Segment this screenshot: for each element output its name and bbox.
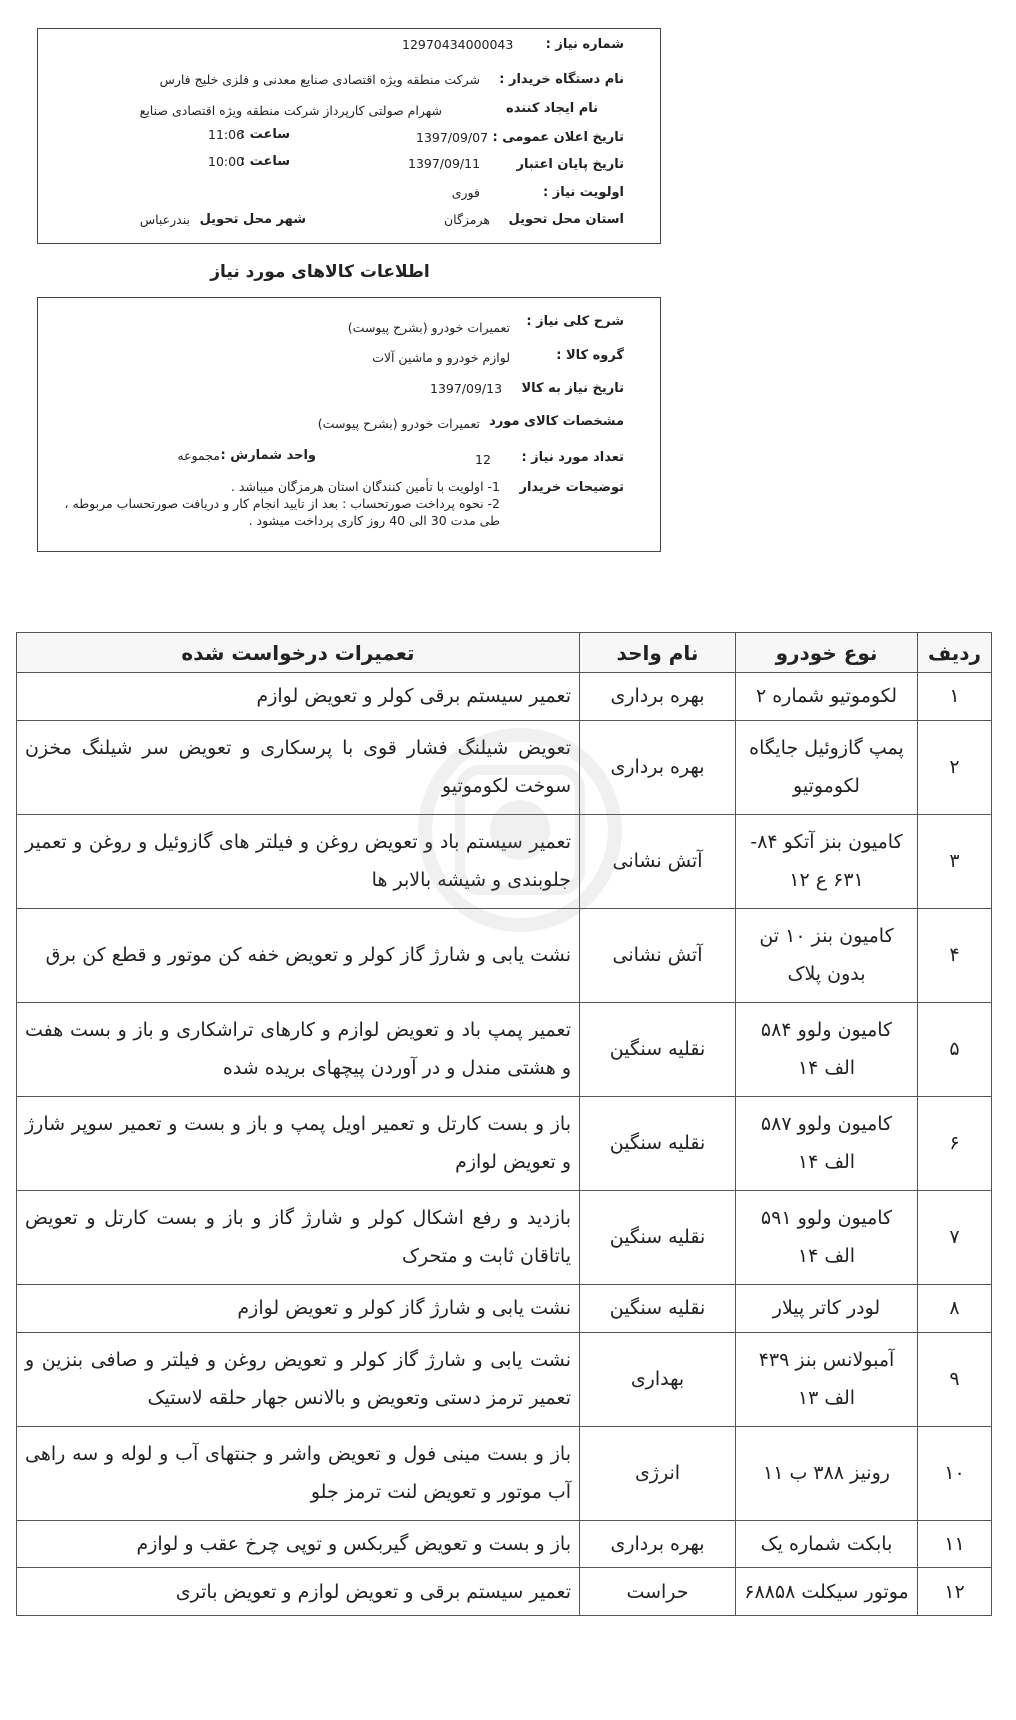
row-index: ۱۰ (918, 1426, 992, 1520)
row-unit-name: نقلیه سنگین (580, 1096, 736, 1190)
row-vehicle-type: لکوموتیو شماره ۲ (736, 673, 918, 721)
table-row (17, 1190, 992, 1284)
goods-info-box (37, 297, 661, 552)
general-desc-label: شرح کلی نیاز : (526, 314, 624, 329)
province-value: هرمزگان (443, 212, 490, 227)
goods-group-label: گروه کالا : (556, 348, 624, 363)
need-date-value: 1397/09/13 (430, 381, 503, 396)
announce-date-value: 1397/09/07 (416, 130, 489, 145)
expiry-date-value: 1397/09/11 (408, 156, 481, 171)
expiry-time-label: ساعت : (239, 154, 290, 169)
count-unit-value: مجموعه (177, 448, 220, 463)
table-row (17, 1426, 992, 1520)
expiry-date-label: تاریخ پایان اعتبار (516, 157, 624, 172)
buyer-note-line: طی مدت 30 الی 40 روز کاری پرداخت میشود . (248, 513, 500, 528)
buyer-note-line: 2- نحوه پرداخت صورتحساب : بعد از تایید انجام کار و دریافت صورتحساب مربوطه ، (64, 496, 500, 511)
row-unit-name: بهره برداری (580, 1520, 736, 1568)
section-title: اطلاعات کالاهای مورد نیاز (210, 262, 430, 282)
specs-label: مشخصات کالای مورد (489, 414, 624, 429)
row-vehicle-type: پمپ گازوئیل جایگاه لکوموتیو (736, 720, 918, 814)
table-row (17, 673, 992, 721)
row-vehicle-type: کامیون ولوو ۵۹۱ الف ۱۴ (736, 1190, 918, 1284)
row-index: ۸ (918, 1284, 992, 1332)
need-date-label: تاریخ نیاز به کالا (521, 381, 624, 396)
row-unit-name: بهره برداری (580, 720, 736, 814)
table-row (17, 720, 992, 814)
table-body (17, 673, 992, 1616)
priority-label: اولویت نیاز : (542, 185, 624, 200)
city-value: بندرعباس (139, 212, 190, 227)
specs-value: تعمیرات خودرو (بشرح پیوست) (317, 416, 480, 431)
table-row (17, 1096, 992, 1190)
row-vehicle-type: آمبولانس بنز ۴۳۹ الف ۱۳ (736, 1332, 918, 1426)
row-vehicle-type: بابکت شماره یک (736, 1520, 918, 1568)
table-row (17, 814, 992, 908)
header-unit-name: نام واحد (580, 633, 736, 673)
buyer-org-value: شرکت منطقه ویژه اقتصادی صنایع معدنی و فلزی خلیج فارس (159, 72, 480, 87)
row-unit-name: حراست (580, 1568, 736, 1616)
row-index: ۱۲ (918, 1568, 992, 1616)
header-vehicle-type: نوع خودرو (736, 633, 918, 673)
row-vehicle-type: موتور سیکلت ۶۸۸۵۸ (736, 1568, 918, 1616)
row-requested-repairs: نشت یابی و شارژ گاز کولر و تعویض روغن و فیلتر و صافی بنزین و تعمیر ترمز دستی وتعویض و بالانس جهار حلقه لاستیک (17, 1332, 580, 1426)
row-unit-name: بهره برداری (580, 673, 736, 721)
table-row (17, 1520, 992, 1568)
need-number-label: شماره نیاز : (545, 37, 624, 52)
row-requested-repairs: باز و بست مینی فول و تعویض واشر و جنتهای آب و لوله و سه راهی آب موتور و تعویض لنت ترمز جلو (17, 1426, 580, 1520)
row-requested-repairs: تعمیر سیستم باد و تعویض روغن و فیلتر های گازوئیل و روغن و تعمیر جلوبندی و شیشه بالابر ها (17, 814, 580, 908)
need-number-value: 12970434000043 (402, 37, 514, 52)
creator-label: نام ایجاد کننده (506, 101, 598, 116)
row-vehicle-type: کامیون ولوو ۵۸۷ الف ۱۴ (736, 1096, 918, 1190)
row-requested-repairs: تعمیر پمپ باد و تعویض لوازم و کارهای تراشکاری و باز و بست هفت و هشتی مندل و در آوردن پیچهای بریده شده (17, 1002, 580, 1096)
buyer-notes-label: توضیحات خریدار (519, 480, 624, 495)
row-unit-name: نقلیه سنگین (580, 1190, 736, 1284)
quantity-label: تعداد مورد نیاز : (521, 450, 624, 465)
province-label: استان محل تحویل (508, 212, 624, 227)
row-requested-repairs: تعمیر سیستم برقی کولر و تعویض لوازم (17, 673, 580, 721)
row-index: ۱۱ (918, 1520, 992, 1568)
general-desc-value: تعمیرات خودرو (بشرح پیوست) (347, 320, 510, 335)
row-requested-repairs: نشت یابی و شارژ گاز کولر و تعویض لوازم (17, 1284, 580, 1332)
table-header-row (17, 633, 992, 673)
row-requested-repairs: بازدید و رفع اشکال کولر و شارژ گاز و باز و بست کارتل و تعویض یاتاقان ثابت و متحرک (17, 1190, 580, 1284)
table-row (17, 1284, 992, 1332)
expiry-time-value: 10:00 (208, 154, 245, 169)
row-vehicle-type: لودر کاتر پیلار (736, 1284, 918, 1332)
row-index: ۱ (918, 673, 992, 721)
row-index: ۲ (918, 720, 992, 814)
header-requested-repairs: تعمیرات درخواست شده (17, 633, 580, 673)
quantity-value: 12 (475, 452, 491, 467)
row-vehicle-type: کامیون ولوو ۵۸۴ الف ۱۴ (736, 1002, 918, 1096)
announce-time-value: 11:06 (208, 127, 245, 142)
header-index: ردیف (918, 633, 992, 673)
count-unit-label: واحد شمارش : (220, 448, 316, 463)
row-index: ۴ (918, 908, 992, 1002)
row-requested-repairs: تعویض شیلنگ فشار قوی با پرسکاری و تعویض سر شیلنگ مخزن سوخت لکوموتیو (17, 720, 580, 814)
buyer-org-label: نام دستگاه خریدار : (499, 72, 624, 87)
row-unit-name: انرژی (580, 1426, 736, 1520)
row-requested-repairs: باز و بست و تعویض گیربکس و توپی چرخ عقب و لوازم (17, 1520, 580, 1568)
row-unit-name: آتش نشانی (580, 908, 736, 1002)
row-index: ۳ (918, 814, 992, 908)
table-row (17, 1568, 992, 1616)
tender-info-box (37, 28, 661, 244)
buyer-note-line: 1- اولویت با تأمین کنندگان استان هرمزگان میباشد . (230, 479, 500, 494)
table-row (17, 1332, 992, 1426)
row-vehicle-type: کامیون بنز آتکو ۸۴- ۶۳۱ ع ۱۲ (736, 814, 918, 908)
row-index: ۷ (918, 1190, 992, 1284)
row-unit-name: نقلیه سنگین (580, 1284, 736, 1332)
row-vehicle-type: کامیون بنز ۱۰ تن بدون پلاک (736, 908, 918, 1002)
creator-value: شهرام صولتی کارپرداز شرکت منطقه ویژه اقتصادی صنایع (139, 103, 442, 118)
row-index: ۹ (918, 1332, 992, 1426)
table-row (17, 1002, 992, 1096)
city-label: شهر محل تحویل (199, 212, 306, 227)
repairs-table (16, 632, 992, 1616)
table-row (17, 908, 992, 1002)
priority-value: فوری (451, 185, 480, 200)
goods-group-value: لوازم خودرو و ماشین آلات (372, 350, 510, 365)
row-index: ۶ (918, 1096, 992, 1190)
row-requested-repairs: نشت یابی و شارژ گاز کولر و تعویض خفه کن موتور و قطع کن برق (17, 908, 580, 1002)
row-unit-name: نقلیه سنگین (580, 1002, 736, 1096)
row-unit-name: آتش نشانی (580, 814, 736, 908)
announce-date-label: تاریخ اعلان عمومی : (492, 130, 624, 145)
announce-time-label: ساعت : (239, 127, 290, 142)
row-index: ۵ (918, 1002, 992, 1096)
row-requested-repairs: تعمیر سیستم برقی و تعویض لوازم و تعویض باتری (17, 1568, 580, 1616)
row-requested-repairs: باز و بست کارتل و تعمیر اویل پمپ و باز و بست و تعمیر سوپر شارژ و تعویض لوازم (17, 1096, 580, 1190)
row-unit-name: بهداری (580, 1332, 736, 1426)
row-vehicle-type: رونیز ۳۸۸ ب ۱۱ (736, 1426, 918, 1520)
